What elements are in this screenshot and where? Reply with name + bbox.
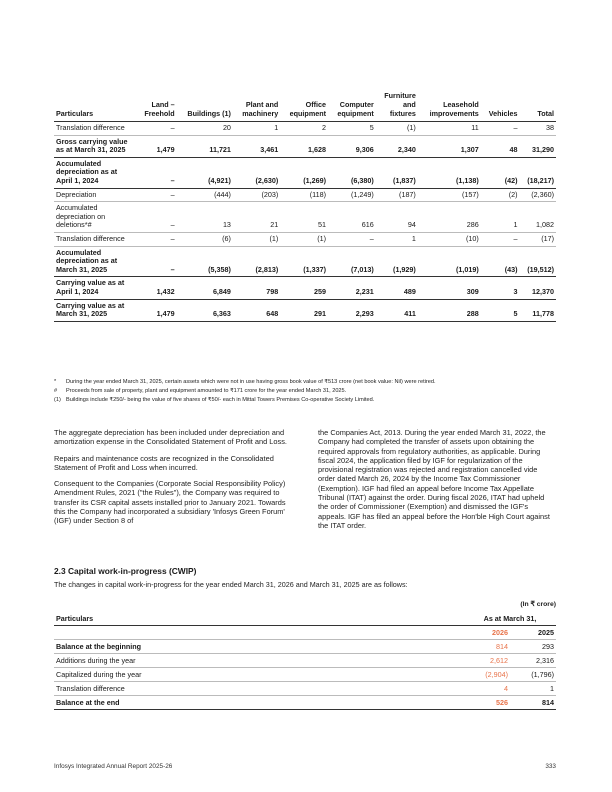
table-cell: (1,249) <box>328 188 376 202</box>
table-cell: – <box>136 188 177 202</box>
table-cell: (1,929) <box>376 246 418 277</box>
table-cell: 1,082 <box>520 202 556 233</box>
table-cell: (1) <box>233 232 280 246</box>
table-cell: 286 <box>418 202 481 233</box>
table-cell: 11,778 <box>520 299 556 321</box>
table-cell: 616 <box>328 202 376 233</box>
row-label: Translation difference <box>54 122 136 136</box>
row-label: Carrying value as at April 1, 2024 <box>54 277 136 299</box>
body-columns <box>54 428 556 537</box>
table-row <box>54 122 556 136</box>
table-row <box>54 246 556 277</box>
value-prior: 814 <box>510 696 556 710</box>
paragraph: the Companies Act, 2013. During the year ended March 31, 2022, the Company had completed the transfer of assets upon obtaining the required approvals from regulatory authorities, as applicable. During fiscal 2024, the application filed by IGF for regularization of the provisional registration was rejected and registration cancelled vide order dated March 26, 2024 by the Income Tax Commissioner (Exemption). IGF had filed an appeal before Income Tax Appellate Tribunal (ITAT) against the order. During fiscal 2026, ITAT had upheld the order of Commissioner (Exemption) and dismissed the IGF's appeals. IGF has filed an appeal before the Hon'ble High Court against the ITAT order. <box>318 428 550 530</box>
table-cell: 648 <box>233 299 280 321</box>
table-cell: (187) <box>376 188 418 202</box>
table-row <box>54 640 556 654</box>
cwip-years <box>54 626 556 640</box>
table-cell: 51 <box>280 202 328 233</box>
table-cell: – <box>481 232 520 246</box>
row-label: Capitalized during the year <box>54 668 464 682</box>
table-cell: 1,628 <box>280 135 328 157</box>
table-cell: 11 <box>418 122 481 136</box>
table-cell: 2,293 <box>328 299 376 321</box>
table-cell: (1,138) <box>418 157 481 188</box>
table-row <box>54 157 556 188</box>
table-row <box>54 277 556 299</box>
table-cell: 489 <box>376 277 418 299</box>
table-cell: – <box>328 232 376 246</box>
table-cell: (43) <box>481 246 520 277</box>
table-cell: (10) <box>418 232 481 246</box>
cwip-header-particulars: Particulars <box>54 612 464 626</box>
table-cell: (203) <box>233 188 280 202</box>
value-current: 526 <box>464 696 510 710</box>
table-cell: – <box>136 202 177 233</box>
asset-table-header <box>54 90 556 122</box>
table-cell: (157) <box>418 188 481 202</box>
table-row <box>54 696 556 710</box>
header-particulars: Particulars <box>54 90 136 122</box>
row-label: Translation difference <box>54 232 136 246</box>
value-prior: (1,796) <box>510 668 556 682</box>
footnote-text: Proceeds from sale of property, plant and equipment amounted to ₹171 crore for the year ended March 31, 2025. <box>66 388 347 395</box>
header-vehicles: Vehicles <box>481 90 520 122</box>
row-label: Balance at the beginning <box>54 640 464 654</box>
footnote <box>54 387 556 396</box>
cwip-header <box>54 612 556 626</box>
table-cell: 94 <box>376 202 418 233</box>
footnote-text: During the year ended March 31, 2025, certain assets which were not in use having gross book value of ₹513 crore (net book value: Nil) were retired. <box>66 379 436 385</box>
footnote-text: Buildings include ₹250/- being the value of five shares of ₹50/- each in Mittal Towers Premises Co-operative Society Limited. <box>66 397 375 404</box>
footnotes <box>54 378 556 406</box>
footer-report-title: Infosys Integrated Annual Report 2025-26 <box>54 763 173 770</box>
table-cell: (118) <box>280 188 328 202</box>
right-column <box>318 428 556 537</box>
table-cell: 3 <box>481 277 520 299</box>
header-land: Land – Freehold <box>136 90 177 122</box>
table-row <box>54 682 556 696</box>
table-row <box>54 654 556 668</box>
table-cell: 20 <box>177 122 233 136</box>
row-label: Accumulated depreciation as at March 31, 2025 <box>54 246 136 277</box>
footnote-mark: (1) <box>54 397 61 404</box>
table-cell: 288 <box>418 299 481 321</box>
table-cell: 9,306 <box>328 135 376 157</box>
asset-table-body <box>54 122 556 322</box>
table-cell: (18,217) <box>520 157 556 188</box>
table-cell: 309 <box>418 277 481 299</box>
table-cell: (5,358) <box>177 246 233 277</box>
header-office: Office equipment <box>280 90 328 122</box>
table-cell: (1,019) <box>418 246 481 277</box>
table-cell: 5 <box>481 299 520 321</box>
table-row <box>54 299 556 321</box>
header-computer: Computer equipment <box>328 90 376 122</box>
paragraph: Consequent to the Companies (Corporate Social Responsibility Policy) Amendment Rules, 2021 ("the Rules"), the Company was required to transfer its CSR capital assets installed prior to January 2021. Towards this the Company had incorporated a subsidiary 'Infosys Green Forum' (IGF) under Section 8 of <box>54 479 286 526</box>
table-cell: 21 <box>233 202 280 233</box>
header-plant: Plant and machinery <box>233 90 280 122</box>
table-cell: – <box>481 122 520 136</box>
table-cell: 3,461 <box>233 135 280 157</box>
table-cell: 1 <box>376 232 418 246</box>
table-cell: (1,269) <box>280 157 328 188</box>
table-cell: (6) <box>177 232 233 246</box>
unit-label: (In ₹ crore) <box>520 601 556 608</box>
table-cell: (2) <box>481 188 520 202</box>
row-label: Translation difference <box>54 682 464 696</box>
table-cell: (17) <box>520 232 556 246</box>
section-intro: The changes in capital work-in-progress for the year ended March 31, 2026 and March 31, 2025 are as follows: <box>54 580 408 589</box>
cwip-header-group: As at March 31, <box>464 612 556 626</box>
table-cell: 1,307 <box>418 135 481 157</box>
table-cell: (7,013) <box>328 246 376 277</box>
table-cell: (1) <box>376 122 418 136</box>
table-cell: 6,363 <box>177 299 233 321</box>
header-total: Total <box>520 90 556 122</box>
table-cell: 6,849 <box>177 277 233 299</box>
table-cell: – <box>136 157 177 188</box>
table-cell: 1 <box>481 202 520 233</box>
header-furniture: Furniture and fixtures <box>376 90 418 122</box>
value-current: 4 <box>464 682 510 696</box>
table-row <box>54 668 556 682</box>
table-cell: 12,370 <box>520 277 556 299</box>
table-cell: 31,290 <box>520 135 556 157</box>
table-cell: 11,721 <box>177 135 233 157</box>
table-cell: 1,432 <box>136 277 177 299</box>
table-cell: 1 <box>233 122 280 136</box>
header-leasehold: Leasehold improvements <box>418 90 481 122</box>
table-cell: (6,380) <box>328 157 376 188</box>
value-current: 814 <box>464 640 510 654</box>
footnote-mark: * <box>54 379 57 385</box>
table-cell: 2,231 <box>328 277 376 299</box>
table-cell: (1,337) <box>280 246 328 277</box>
cwip-table <box>54 612 556 710</box>
header-buildings: Buildings (1) <box>177 90 233 122</box>
value-prior: 1 <box>510 682 556 696</box>
table-cell: (4,921) <box>177 157 233 188</box>
table-row <box>54 232 556 246</box>
table-cell: (42) <box>481 157 520 188</box>
table-cell: – <box>136 232 177 246</box>
year-prior: 2025 <box>510 626 556 640</box>
row-label: Carrying value as at March 31, 2025 <box>54 299 136 321</box>
table-cell: (2,360) <box>520 188 556 202</box>
value-prior: 2,316 <box>510 654 556 668</box>
footnote <box>54 396 556 405</box>
table-row <box>54 135 556 157</box>
table-cell: – <box>136 246 177 277</box>
table-cell: (1) <box>280 232 328 246</box>
table-cell: 291 <box>280 299 328 321</box>
row-label: Accumulated depreciation on deletions*# <box>54 202 136 233</box>
table-cell: 2,340 <box>376 135 418 157</box>
row-label: Depreciation <box>54 188 136 202</box>
page-number: 333 <box>545 763 556 770</box>
value-current: (2,904) <box>464 668 510 682</box>
table-cell: (1,837) <box>376 157 418 188</box>
table-row <box>54 202 556 233</box>
table-cell: (444) <box>177 188 233 202</box>
year-current: 2026 <box>464 626 510 640</box>
value-current: 2,612 <box>464 654 510 668</box>
row-label: Additions during the year <box>54 654 464 668</box>
table-cell: 1,479 <box>136 135 177 157</box>
footnote-mark: # <box>54 388 58 395</box>
table-cell: 2 <box>280 122 328 136</box>
table-cell: (19,512) <box>520 246 556 277</box>
footnote <box>54 378 556 387</box>
table-cell: 411 <box>376 299 418 321</box>
table-row <box>54 188 556 202</box>
paragraph: The aggregate depreciation has been included under depreciation and amortization expense in the Consolidated Statement of Profit and Loss. <box>54 428 287 447</box>
table-cell: 5 <box>328 122 376 136</box>
left-column <box>54 428 292 537</box>
row-label: Balance at the end <box>54 696 464 710</box>
table-cell: (2,813) <box>233 246 280 277</box>
table-cell: (2,630) <box>233 157 280 188</box>
table-cell: 798 <box>233 277 280 299</box>
asset-table <box>54 90 556 322</box>
table-cell: 38 <box>520 122 556 136</box>
table-cell: 259 <box>280 277 328 299</box>
row-label: Gross carrying value as at March 31, 2025 <box>54 135 136 157</box>
table-cell: 1,479 <box>136 299 177 321</box>
paragraph: Repairs and maintenance costs are recognized in the Consolidated Statement of Profit and Loss when incurred. <box>54 453 274 472</box>
table-cell: – <box>136 122 177 136</box>
row-label: Accumulated depreciation as at April 1, 2024 <box>54 157 136 188</box>
table-cell: 13 <box>177 202 233 233</box>
section-title: 2.3 Capital work-in-progress (CWIP) <box>54 566 197 576</box>
table-cell: 48 <box>481 135 520 157</box>
value-prior: 293 <box>510 640 556 654</box>
cwip-years-spacer <box>54 626 464 640</box>
